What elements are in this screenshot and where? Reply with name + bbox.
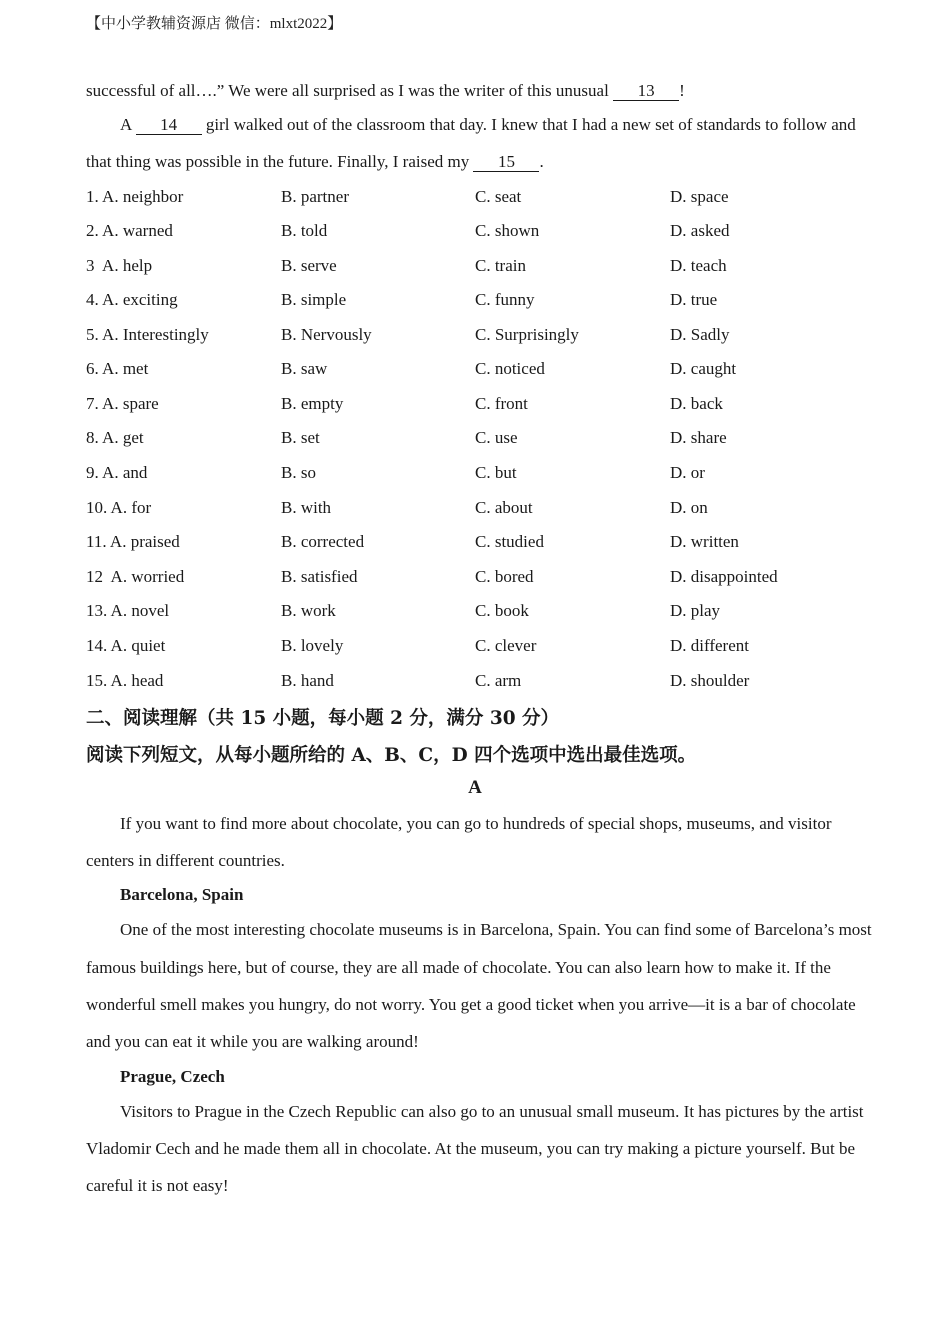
option-b: B. saw [281,359,328,378]
option-row-14 [86,635,886,657]
option-c: C. train [475,256,526,275]
option-row-12 [86,566,886,588]
option-row-9 [86,462,886,484]
option-row-1 [86,186,886,208]
option-c: C. front [475,394,528,413]
option-d: D. on [670,498,708,517]
blank-14: 14 [136,116,202,135]
option-d: D. disappointed [670,567,778,586]
option-a: 1. A. neighbor [86,187,184,206]
option-c: C. book [475,601,529,620]
option-c: C. but [475,463,517,482]
option-a: 2. A. warned [86,221,173,240]
cloze-text: A [120,115,136,134]
cloze-line-1 [86,80,685,102]
option-d: D. true [670,290,718,309]
option-b: B. lovely [281,636,344,655]
option-c: C. studied [475,532,544,551]
option-b: B. empty [281,394,344,413]
option-d: D. shoulder [670,671,750,690]
option-c: C. arm [475,671,522,690]
cloze-text: girl walked out of the classroom that day. I knew that I had a new set of standards to follow and [201,115,856,134]
passage-line: and you can eat it while you are walking around! [86,1032,419,1051]
option-row-5 [86,324,886,346]
option-row-11 [86,531,886,553]
option-b: B. serve [281,256,337,275]
option-b: B. told [281,221,328,240]
option-b: B. set [281,428,320,447]
option-d: D. written [670,532,739,551]
option-b: B. with [281,498,332,517]
option-a: 4. A. exciting [86,290,178,309]
option-b: B. partner [281,187,349,206]
option-d: D. or [670,463,705,482]
option-row-7 [86,393,886,415]
option-a: 14. A. quiet [86,636,166,655]
blank-15: 15 [473,153,539,172]
option-d: D. teach [670,256,727,275]
option-a: 9. A. and [86,463,148,482]
option-d: D. share [670,428,727,447]
cloze-text: . [539,152,544,171]
option-d: D. Sadly [670,325,730,344]
option-b: B. work [281,601,336,620]
option-a: 15. A. head [86,671,164,690]
option-c: C. use [475,428,518,447]
passage-line: One of the most interesting chocolate museums is in Barcelona, Spain. You can find some of Barcelona’s most [120,920,872,939]
option-b: B. corrected [281,532,365,551]
passage-line: careful it is not easy! [86,1176,229,1195]
option-a: 7. A. spare [86,394,159,413]
passage-letter: A [468,777,482,798]
option-b: B. so [281,463,316,482]
option-d: D. caught [670,359,737,378]
passage-line: centers in different countries. [86,851,285,870]
passage-line: wonderful smell makes you hungry, do not worry. You get a good ticket when you arrive—it is a bar of chocolate [86,995,856,1014]
cloze-line-3 [86,151,544,173]
option-a: 13. A. novel [86,601,170,620]
option-d: D. space [670,187,729,206]
option-a: 10. A. for [86,498,152,517]
option-row-2 [86,220,886,242]
option-b: B. Nervously [281,325,372,344]
section-instruction: 阅读下列短文，从每小题所给的 A、B、C，D 四个选项中选出最佳选项。 [86,745,697,766]
option-b: B. satisfied [281,567,358,586]
option-row-3 [86,255,886,277]
option-c: C. seat [475,187,522,206]
option-a: 5. A. Interestingly [86,325,209,344]
cloze-line-2 [120,114,856,136]
section-title: 二、阅读理解（共 15 小题，每小题 2 分，满分 30 分） [86,708,560,729]
option-row-4 [86,289,886,311]
option-a: 3 A. help [86,256,153,275]
blank-13: 13 [613,82,679,101]
option-d: D. different [670,636,749,655]
option-c: C. shown [475,221,540,240]
option-b: B. simple [281,290,347,309]
option-row-10 [86,497,886,519]
option-d: D. asked [670,221,730,240]
option-row-6 [86,358,886,380]
option-a: 12 A. worried [86,567,185,586]
header-watermark: 【中小学教辅资源店 微信：mlxt2022】 [86,16,343,32]
option-row-15 [86,670,886,692]
subheading-prague: Prague, Czech [120,1067,225,1086]
option-a: 8. A. get [86,428,144,447]
option-row-13 [86,600,886,622]
option-c: C. noticed [475,359,545,378]
passage-line: Vladomir Cech and he made them all in chocolate. At the museum, you can try making a picture yourself. But be [86,1139,856,1158]
option-c: C. clever [475,636,537,655]
cloze-text: ! [679,81,685,100]
option-c: C. bored [475,567,534,586]
passage-line: If you want to find more about chocolate, you can go to hundreds of special shops, museums, and visitor [120,814,832,833]
passage-line: Visitors to Prague in the Czech Republic can also go to an unusual small museum. It has pictures by the artist [120,1102,864,1121]
option-c: C. funny [475,290,535,309]
cloze-text: that thing was possible in the future. Finally, I raised my [86,152,474,171]
subheading-barcelona: Barcelona, Spain [120,885,244,904]
option-d: D. back [670,394,723,413]
option-c: C. Surprisingly [475,325,579,344]
cloze-text: successful of all….” We were all surprised as I was the writer of this unusual [86,81,614,100]
option-b: B. hand [281,671,334,690]
passage-line: famous buildings here, but of course, they are all made of chocolate. You can also learn how to make it. If the [86,958,831,977]
option-a: 6. A. met [86,359,149,378]
option-row-8 [86,427,886,449]
option-a: 11. A. praised [86,532,180,551]
option-d: D. play [670,601,721,620]
option-c: C. about [475,498,533,517]
